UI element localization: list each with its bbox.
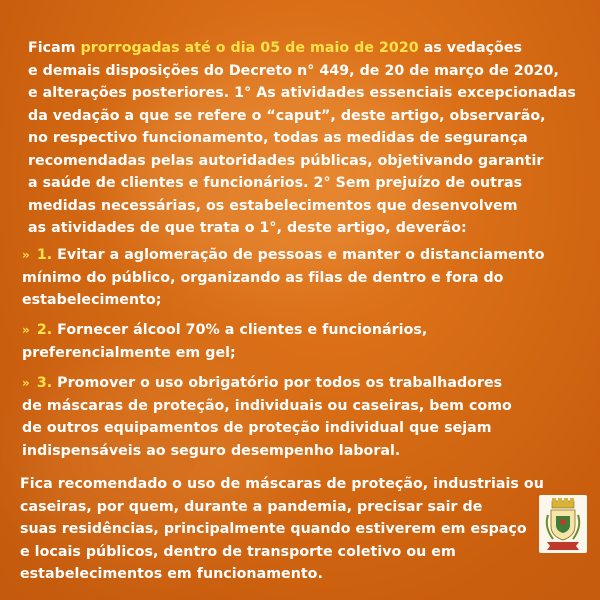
closing-paragraph: Fica recomendado o uso de máscaras de proteção, industriais ou caseiras, por quem, durante a pandemia, precisar sair de suas residências, principalmente quando estiverem em espaço e locais públicos, dentro de transporte coletivo ou em estabelecimentos em funcionamento.	[20, 476, 544, 582]
list-item	[22, 244, 582, 312]
double-arrow-icon: »	[22, 248, 30, 262]
intro-lead-text: Ficam	[28, 40, 81, 56]
intro-paragraph	[28, 37, 588, 240]
intro-lead-tail: as vedações	[418, 40, 523, 56]
list-item-number: 2.	[36, 322, 53, 338]
list-item-text: Promover o uso obrigatório por todos os trabalhadores de máscaras de proteção, individuais ou caseiras, bem como de outros equipamentos de proteção individual que sejam indispensáveis ao seguro desempenho laboral.	[22, 375, 512, 459]
intro-body-text: e demais disposições do Decreto n° 449, de 20 de março de 2020, e alterações posteriores. 1° As atividades essenciais excepcionadas da vedação a que se refere o “caput”, deste artigo, observarão, no respectivo funcionamento, todas as medidas de segurança recomendadas pelas autoridades públicas, objetivando garantir a saúde de clientes e funcionários. 2° Sem prejuízo de outras medidas necessárias, os estabelecimentos que desenvolvem as atividades de que trata o 1°, deste artigo, deverão:	[28, 62, 576, 236]
list-item	[22, 372, 582, 462]
double-arrow-icon: »	[22, 376, 30, 390]
list-item-number: 3.	[36, 375, 53, 391]
list-item	[22, 319, 582, 364]
double-arrow-icon: »	[22, 323, 30, 337]
list-item-number: 1.	[36, 247, 53, 263]
list-item-text: Evitar a aglomeração de pessoas e manter o distanciamento mínimo do público, organizando as filas de dentro e fora do estabelecimento;	[22, 247, 545, 308]
intro-highlight-text: prorrogadas até o dia 05 de maio de 2020	[80, 40, 419, 56]
list-item-text: Fornecer álcool 70% a clientes e funcionários, preferencialmente em gel;	[22, 322, 428, 361]
municipal-coat-of-arms-icon	[539, 495, 587, 553]
